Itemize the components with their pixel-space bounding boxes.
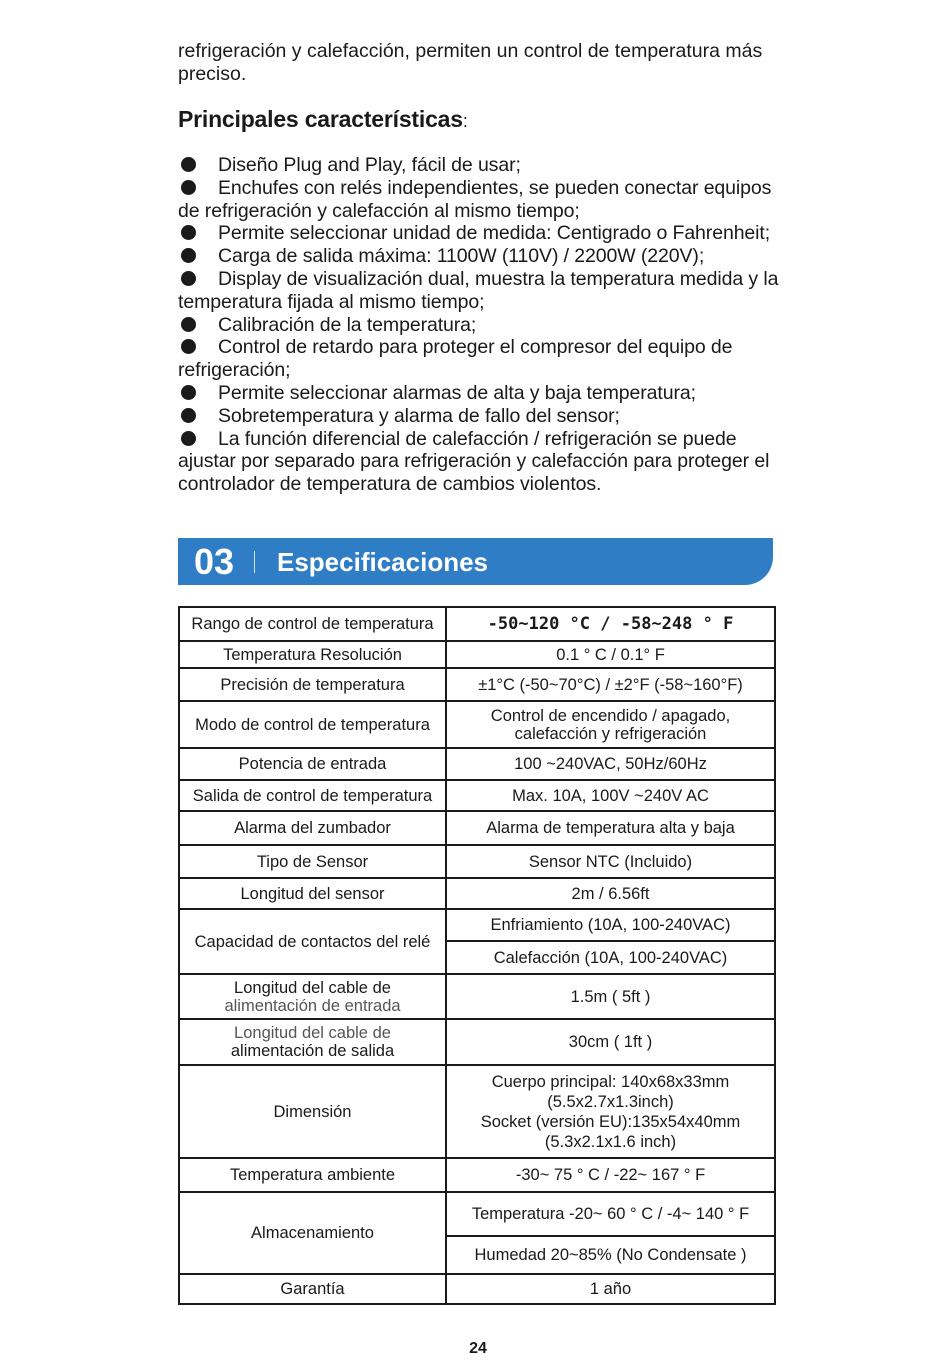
spec-value: ±1°C (-50~70°C) / ±2°F (-58~160°F) [446,668,775,701]
list-item [178,314,798,337]
table-row [179,780,775,811]
table-row [179,641,775,668]
spec-value: Enfriamiento (10A, 100-240VAC) [446,909,775,941]
section-banner [178,538,773,585]
feature-text: Sobretemperatura y alarma de fallo del sensor; [218,404,620,427]
spec-label: Tipo de Sensor [179,845,446,878]
table-row [179,974,775,1019]
spec-value: 0.1 ° C / 0.1° F [446,641,775,668]
intro-paragraph: refrigeración y calefacción, permiten un control de temperatura más preciso. [178,40,763,85]
bullet-icon [181,385,196,400]
spec-value: 100 ~240VAC, 50Hz/60Hz [446,748,775,780]
spec-value: 2m / 6.56ft [446,878,775,909]
spec-label: Rango de control de temperatura [179,607,446,641]
spec-value-line: Socket (versión EU):135x54x40mm [480,1112,741,1131]
feature-text: Enchufes con relés independientes, se pueden conectar equipos de refrigeración y calefacción al mismo tiempo; [178,176,772,222]
bullet-icon [181,339,196,354]
spec-value: 1.5m ( 5ft ) [446,974,775,1019]
section-number: 03 [194,541,235,582]
bullet-icon [181,248,196,263]
spec-label-line: alimentación de entrada [224,996,401,1015]
table-row [179,1065,775,1158]
spec-value-line: (5.5x2.7x1.3inch) [547,1092,674,1111]
features-list [178,154,798,496]
features-heading [178,106,468,133]
spec-label: Potencia de entrada [179,748,446,780]
bullet-icon [181,157,196,172]
feature-text: Control de retardo para proteger el compresor del equipo de refrigeración; [178,336,733,382]
spec-label: Modo de control de temperatura [179,701,446,748]
spec-value: Temperatura -20~ 60 ° C / -4~ 140 ° F [446,1192,775,1236]
features-heading-colon: : [462,111,468,131]
table-row [179,909,775,941]
features-heading-text: Principales características [178,106,463,132]
table-row [179,607,775,641]
spec-label [179,1019,446,1065]
list-item [178,382,798,405]
table-row [179,1274,775,1304]
spec-label: Capacidad de contactos del relé [179,909,446,974]
spec-value: Alarma de temperatura alta y baja [446,811,775,845]
spec-label: Precisión de temperatura [179,668,446,701]
table-row [179,668,775,701]
spec-value-line: (5.3x2.1x1.6 inch) [544,1132,677,1151]
feature-text: Permite seleccionar unidad de medida: Centigrado o Fahrenheit; [218,222,771,245]
feature-text: Display de visualización dual, muestra la temperatura medida y la temperatura fijada al mismo tiempo; [178,267,779,313]
feature-text: Permite seleccionar alarmas de alta y baja temperatura; [218,381,696,404]
spec-label: Almacenamiento [179,1192,446,1274]
spec-label: Temperatura ambiente [179,1158,446,1192]
feature-text: Diseño Plug and Play, fácil de usar; [218,154,521,176]
page-number: 24 [469,1340,487,1357]
table-row [179,845,775,878]
spec-label: Salida de control de temperatura [179,780,446,811]
section-title: Especificaciones [277,547,488,577]
spec-label: Longitud del sensor [179,878,446,909]
spec-value: Calefacción (10A, 100-240VAC) [446,941,775,974]
list-item [178,222,798,245]
spec-value-line: Cuerpo principal: 140x68x33mm [491,1072,730,1091]
table-row [179,1158,775,1192]
spec-value [446,1065,775,1158]
spec-label-line: alimentación de salida [230,1042,395,1060]
list-item [178,405,798,428]
bullet-icon [181,408,196,423]
spec-value: -50~120 °C / -58~248 ° F [446,607,775,641]
spec-label: Garantía [179,1274,446,1304]
bullet-icon [181,180,196,195]
feature-text: La función diferencial de calefacción / refrigeración se puede ajustar por separado para refrigeración y calefacción para proteger el controlador de temperatura de cambios violentos. [178,427,770,496]
spec-value: -30~ 75 ° C / -22~ 167 ° F [446,1158,775,1192]
bullet-icon [181,225,196,240]
list-item [178,245,798,268]
table-row [179,811,775,845]
list-item [178,177,798,223]
specifications-table [178,606,776,1305]
list-item [178,154,798,177]
spec-label: Alarma del zumbador [179,811,446,845]
table-row [179,1192,775,1236]
spec-label-line: Longitud del cable de [234,978,391,997]
table-row [179,748,775,780]
spec-value: Humedad 20~85% (No Condensate ) [446,1236,775,1274]
spec-label-line: Longitud del cable de [234,1024,391,1042]
bullet-icon [181,431,196,446]
spec-label: Dimensión [179,1065,446,1158]
list-item [178,336,798,382]
spec-label: Temperatura Resolución [179,641,446,668]
spec-value: Sensor NTC (Incluido) [446,845,775,878]
spec-value [446,701,775,748]
table-row [179,878,775,909]
bullet-icon [181,317,196,332]
spec-value: 30cm ( 1ft ) [446,1019,775,1065]
table-row [179,1019,775,1065]
table-row [179,701,775,748]
list-item [178,428,798,496]
feature-text: Calibración de la temperatura; [218,313,477,336]
spec-value-line: Control de encendido / apagado, [490,706,731,725]
spec-label [179,974,446,1019]
section-divider [254,551,255,573]
spec-value-line: calefacción y refrigeración [514,724,707,743]
list-item [178,268,798,314]
feature-text: Carga de salida máxima: 1100W (110V) / 2200W (220V); [218,245,705,268]
spec-value: 1 año [446,1274,775,1304]
bullet-icon [181,271,196,286]
spec-value: Max. 10A, 100V ~240V AC [446,780,775,811]
